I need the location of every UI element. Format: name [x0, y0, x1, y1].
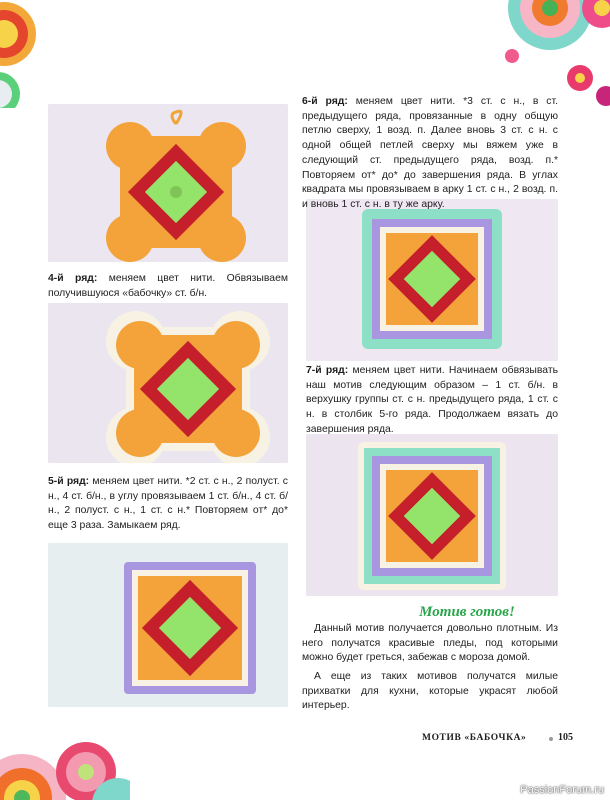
flower-decoration-bottom-left — [0, 708, 130, 800]
finish-paragraph-2: А еще из таких мотивов получатся милые прихватки для кухни, которые украсят любой интерьер. — [302, 671, 558, 712]
step-row6-text: 6-й ряд: меняем цвет нити. *3 ст. с н., в ст. предыдущего ряда, провязанные в одну общую петлю сверху, 1 возд. п. Далее вновь 3 ст. с н. с одной общей петлей сверху мы вяжем уже в следующий ст. предыдущего ряда, возд. п.* Повторяем от* до* до завершения ряда. В углах квадрата мы провязываем в арку 1 ст. с н., 2 возд. п. и вновь 1 ст. с н. в ту же арку. — [302, 96, 558, 210]
footer-separator-dot — [549, 737, 553, 741]
step-row4-label: 4-й ряд: — [48, 273, 98, 284]
flower-decoration-top-right — [480, 0, 610, 110]
step-row4-text: 4-й ряд: меняем цвет нити. Обвязываем получившуюся «бабочку» ст. б/н. — [48, 273, 289, 299]
photo-butterfly-row3 — [48, 104, 288, 262]
photo-butterfly-row4 — [48, 303, 288, 463]
finish-paragraph-1: Данный мотив получается довольно плотным. Из него получатся красивые пледы, под которыми можно будет греться, забежав с мороза домой. — [302, 623, 558, 664]
photo-square-row6 — [306, 199, 558, 361]
step-row7-label: 7-й ряд: — [306, 365, 349, 376]
step-row5-text: 5-й ряд: меняем цвет нити. *2 ст. с н., 2 полуст. с н., 4 ст. б/н., в углу провязываем 1 ст. б/н., 4 ст. б/н., 2 полуст. с н., 1 ст. с н.* Повторяем от* до* еще 3 раза. Замыкаем ряд. — [48, 476, 288, 532]
photo-square-row7 — [306, 434, 558, 596]
section-title: МОТИВ «БАБОЧКА» — [422, 733, 527, 743]
photo-square-row5 — [48, 543, 288, 707]
flower-decoration-top-left — [0, 0, 46, 108]
watermark: PassionForum.ru — [520, 784, 604, 796]
step-row7-text: 7-й ряд: меняем цвет нити. Начинаем обвязывать наш мотив следующим образом – 1 ст. б/н. в верхушку группы ст. с н. предыдущего ряда, 1 ст. с н. в столбик 5-го ряда. Продолжаем вязать до завершения ряда. — [306, 365, 558, 435]
step-row5-label: 5-й ряд: — [48, 476, 90, 487]
page-number: 105 — [558, 732, 573, 743]
step-row6-label: 6-й ряд: — [302, 96, 348, 107]
motif-ready-heading: Мотив готов! — [419, 604, 515, 620]
